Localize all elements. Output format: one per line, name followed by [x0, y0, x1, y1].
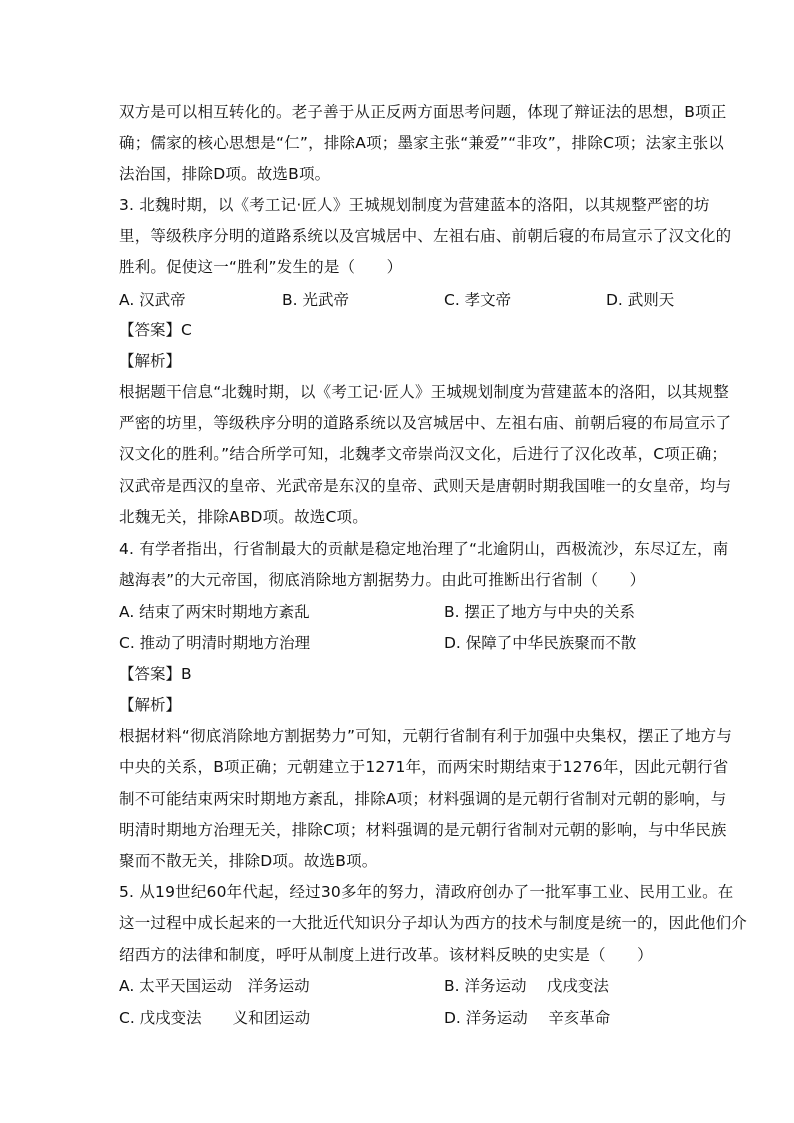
text-line: 确；儒家的核心思想是“仁”，排除A项；墨家主张“兼爱”“非攻”，排除C项；法家主张以 [119, 134, 725, 152]
question-3-option-a[interactable]: A. 汉武帝 [119, 291, 186, 309]
text-line: 法治国，排除D项。故选B项。 [119, 165, 331, 183]
question-5-stem: 这一过程中成长起来的一大批近代知识分子却认为西方的技术与制度是统一的，因此他们介 [119, 914, 748, 932]
question-3-option-c[interactable]: C. 孝文帝 [444, 291, 512, 309]
question-4-analysis: 聚而不散无关，排除D项。故选B项。 [119, 852, 378, 870]
question-3-stem: 3. 北魏时期，以《考工记·匠人》王城规划制度为营建蓝本的洛阳，以其规整严密的坊 [119, 196, 710, 214]
question-4-analysis-label: 【解析】 [119, 696, 182, 714]
question-3-analysis: 严密的坊里，等级秩序分明的道路系统以及宫城居中、左祖右庙、前朝后寝的布局宣示了 [119, 414, 732, 432]
question-3-option-d[interactable]: D. 武则天 [606, 291, 675, 309]
question-4-option-c[interactable]: C. 推动了明清时期地方治理 [119, 634, 311, 652]
question-5-option-d[interactable]: D. 洋务运动 辛亥革命 [444, 1009, 611, 1027]
question-3-analysis: 汉武帝是西汉的皇帝、光武帝是东汉的皇帝、武则天是唐朝时期我国唯一的女皇帝，均与 [119, 477, 732, 495]
question-3-analysis: 汉文化的胜利。”结合所学可知，北魏孝文帝崇尚汉文化，后进行了汉化改革，C项正确； [119, 445, 728, 463]
question-3-stem: 里，等级秩序分明的道路系统以及宫城居中、左祖右庙、前朝后寝的布局宣示了汉文化的 [119, 227, 732, 245]
question-4-analysis: 根据材料“彻底消除地方割据势力”可知，元朝行省制有利于加强中央集权，摆正了地方与 [119, 727, 733, 745]
question-3-analysis: 北魏无关，排除ABD项。故选C项。 [119, 508, 368, 526]
question-5-stem: 5. 从19世纪60年代起，经过30多年的努力，清政府创办了一批军事工业、民用工业。在 [119, 883, 734, 901]
text-line: 双方是可以相互转化的。老子善于从正反两方面思考问题，体现了辩证法的思想，B项正 [119, 103, 727, 121]
question-5-option-a[interactable]: A. 太平天国运动 洋务运动 [119, 977, 310, 995]
question-4-analysis: 明清时期地方治理无关，排除C项；材料强调的是元朝行省制对元朝的影响，与中华民族 [119, 821, 727, 839]
question-3-answer: 【答案】C [119, 321, 192, 339]
question-3-stem: 胜利。促使这一“胜利”发生的是（ ） [119, 258, 403, 276]
question-3-option-b[interactable]: B. 光武帝 [282, 291, 349, 309]
question-4-option-a[interactable]: A. 结束了两宋时期地方紊乱 [119, 603, 310, 621]
question-4-option-d[interactable]: D. 保障了中华民族聚而不散 [444, 634, 637, 652]
question-4-stem: 4. 有学者指出，行省制最大的贡献是稳定地治理了“北逾阴山，西极流沙，东尽辽左，南 [119, 540, 729, 558]
question-4-stem: 越海表”的大元帝国，彻底消除地方割据势力。由此可推断出行省制（ ） [119, 571, 646, 589]
question-3-analysis-label: 【解析】 [119, 352, 182, 370]
question-4-option-b[interactable]: B. 摆正了地方与中央的关系 [444, 603, 635, 621]
question-4-analysis: 中央的关系，B项正确；元朝建立于1271年，而两宋时期结束于1276年，因此元朝行省 [119, 758, 729, 776]
question-5-option-b[interactable]: B. 洋务运动 戊戌变法 [444, 977, 609, 995]
question-4-analysis: 制不可能结束两宋时期地方紊乱，排除A项；材料强调的是元朝行省制对元朝的影响，与 [119, 790, 727, 808]
question-3-analysis: 根据题干信息“北魏时期，以《考工记·匠人》王城规划制度为营建蓝本的洛阳，以其规整 [119, 383, 729, 401]
question-5-stem: 绍西方的法律和制度，呼吁从制度上进行改革。该材料反映的史实是（ ） [119, 946, 653, 964]
question-4-answer: 【答案】B [119, 665, 192, 683]
question-5-option-c[interactable]: C. 戊戌变法 义和团运动 [119, 1009, 311, 1027]
